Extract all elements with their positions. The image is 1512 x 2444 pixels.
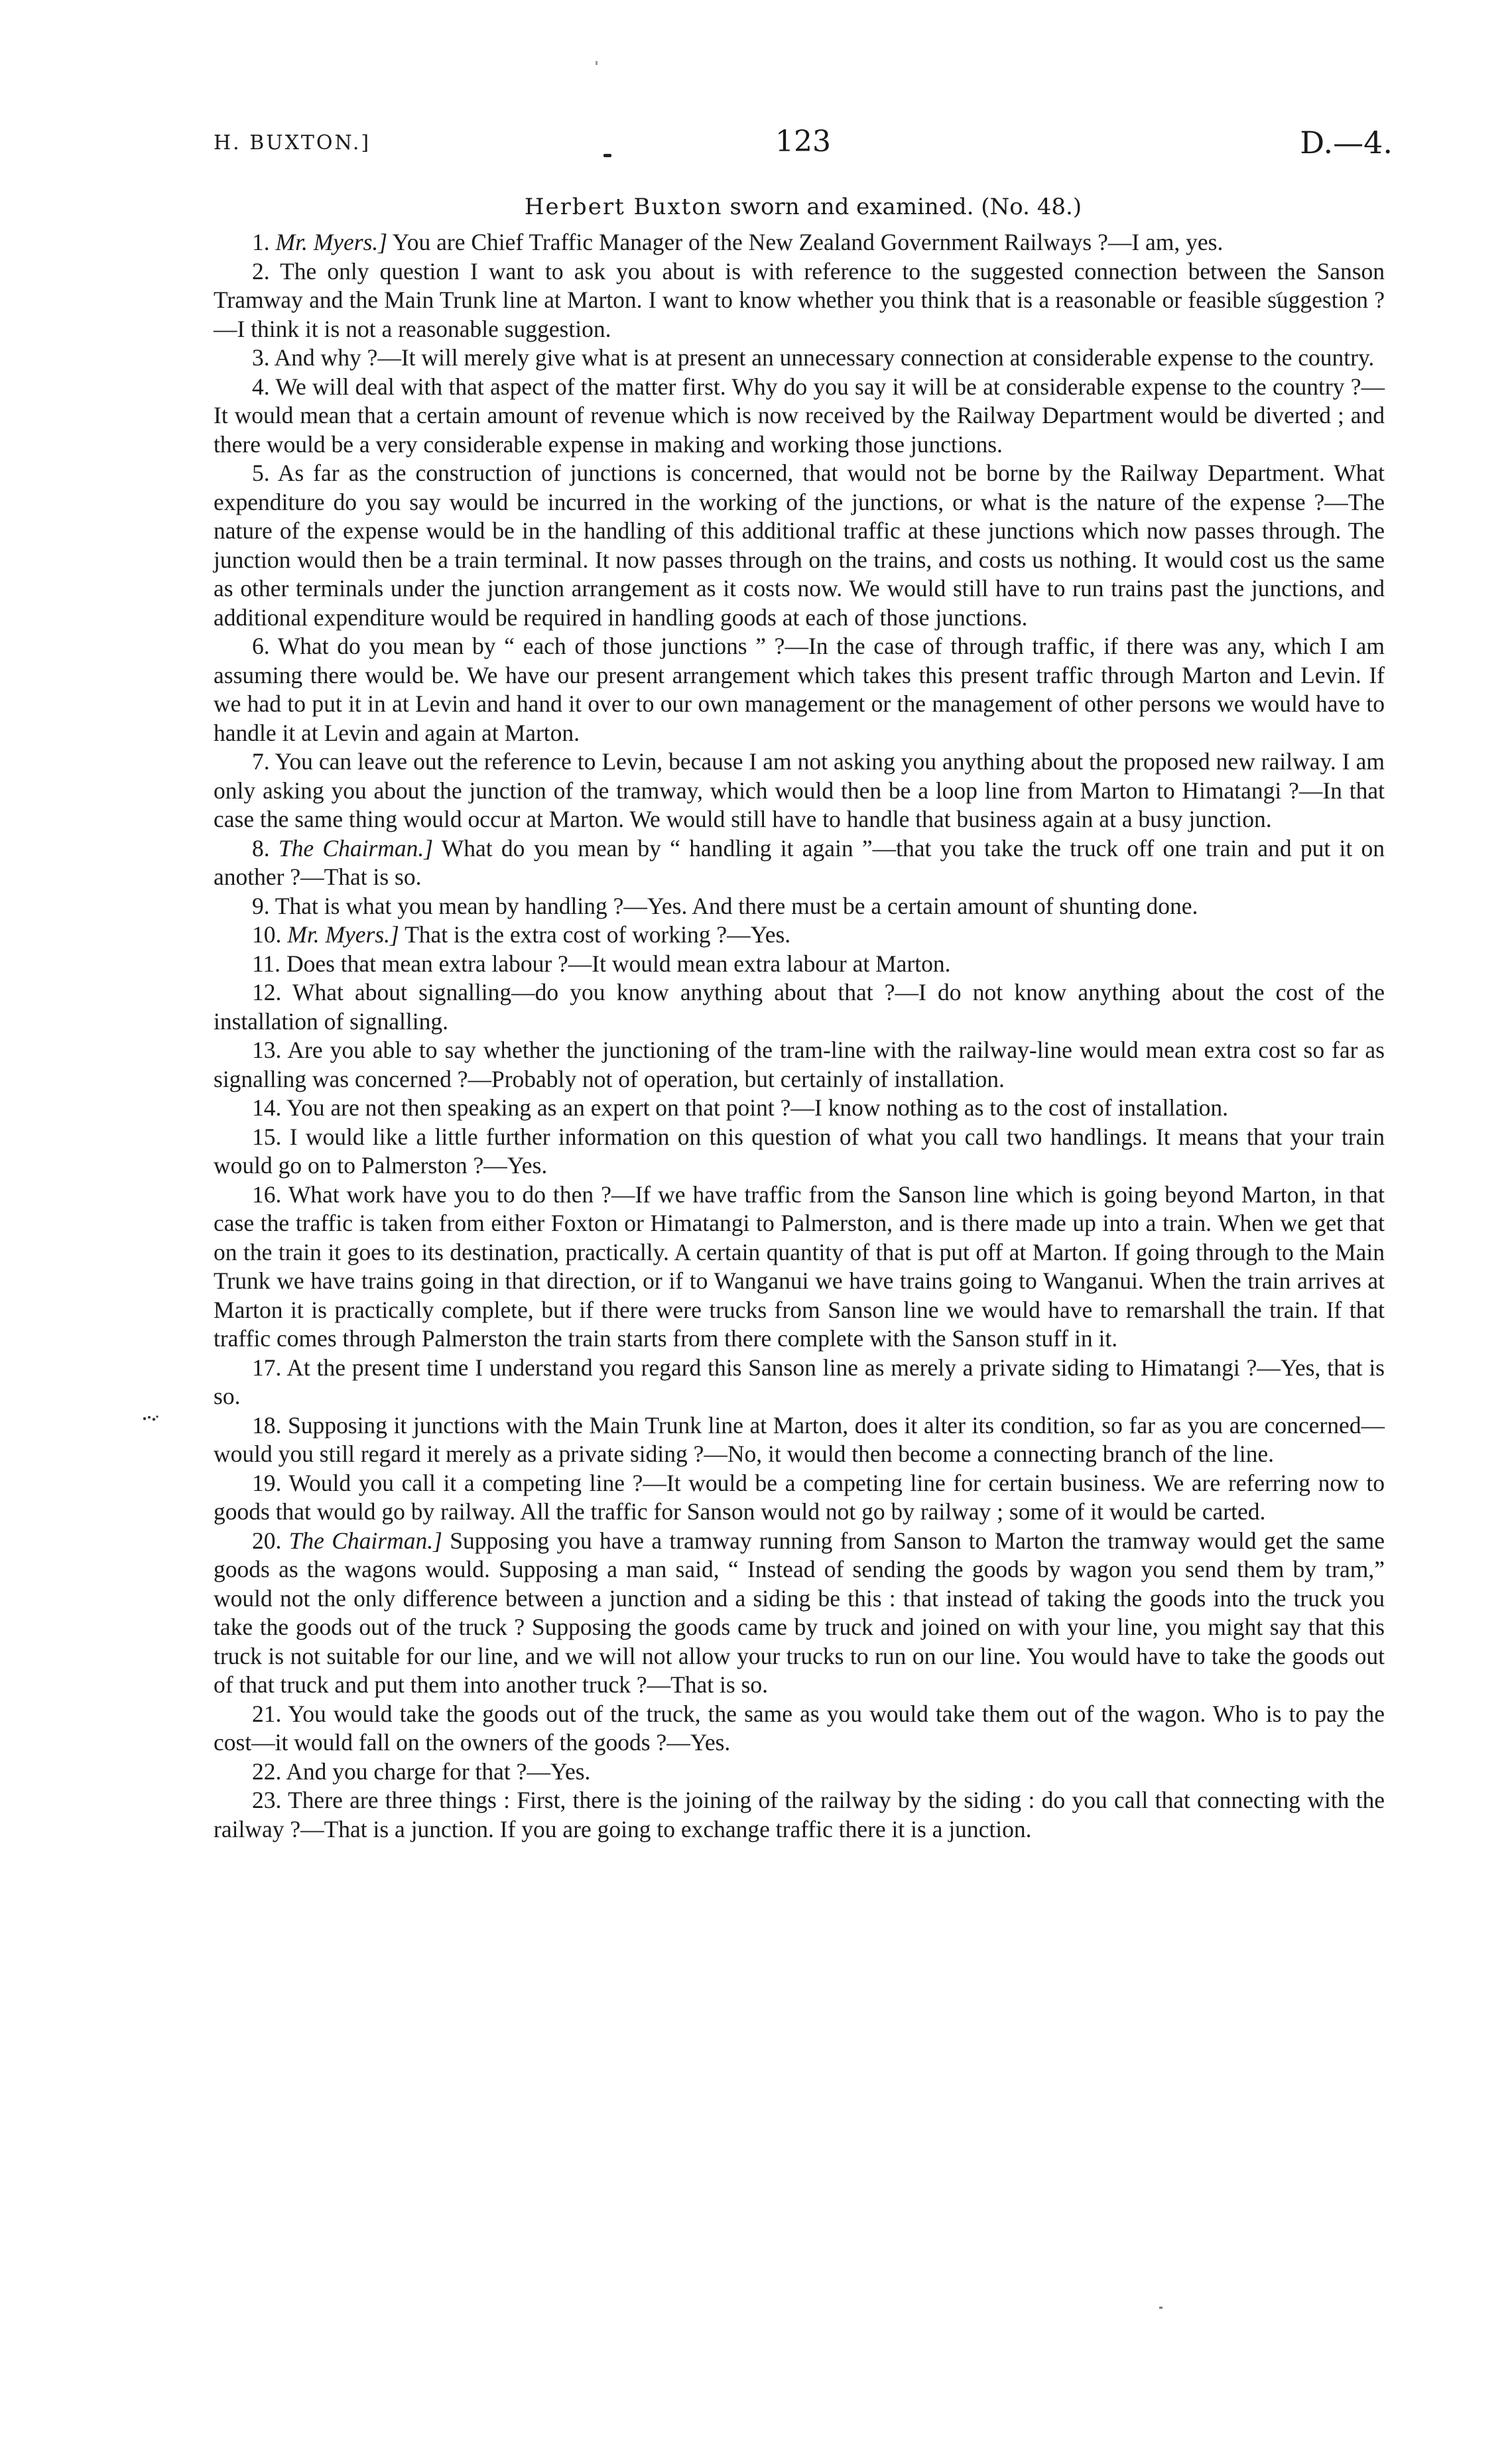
margin-smudge	[142, 1414, 159, 1422]
question-number: 11.	[252, 950, 281, 977]
question-paragraph	[214, 373, 1385, 460]
question-text: Supposing you have a tramway running from Sanson to Marton the tramway would get the same goods as the wagons would. Supposing a man said, “ Instead of sending the goods by wagon you send them by tram,” would not the only difference between a junction and a siding be this : that instead of taking the goods into the truck you take the goods out of the truck ? Supposing the goods came by truck and joined on with your line, you might say that this truck is not suitable for our line, and we will not allow your trucks to run on our line. You would have to take the goods out of that truck and put them into another truck ?—That is so.	[214, 1527, 1385, 1698]
question-text: That is what you mean by handling ?—Yes. And there must be a certain amount of shunting done.	[275, 892, 1198, 919]
speaker-label: Mr. Myers.]	[287, 921, 399, 948]
question-paragraph	[214, 1094, 1385, 1123]
question-text: At the present time I understand you regard this Sanson line as merely a private siding to Himatangi ?—Yes, that is so.	[214, 1354, 1385, 1409]
question-paragraph	[214, 1354, 1385, 1411]
question-text: Supposing it junctions with the Main Trunk line at Marton, does it alter its condition, so far as you are concerned—would you still regard it merely as a private siding ?—No, it would then become a connecting branch of the line.	[214, 1411, 1385, 1467]
question-number: 3.	[252, 344, 270, 371]
question-number: 23.	[252, 1787, 282, 1813]
question-text: We will deal with that aspect of the matter first. Why do you say it will be at considerable expense to the country ?—It would mean that a certain amount of revenue which is now received by the Railway Department would be diverted ; and there would be a very considerable expense in making and working those junctions.	[214, 373, 1385, 458]
question-number: 19.	[252, 1469, 282, 1496]
question-number: 10.	[252, 921, 282, 948]
document-reference: D.—4.	[1300, 125, 1393, 161]
question-number: 6.	[252, 633, 270, 659]
question-paragraph	[214, 1036, 1385, 1094]
question-number: 4.	[252, 373, 270, 400]
question-paragraph	[214, 632, 1385, 747]
page-number: 123	[775, 125, 831, 159]
question-number: 18.	[252, 1411, 282, 1439]
question-text: That is the extra cost of working ?—Yes.	[405, 921, 791, 948]
ink-speck-lower	[1159, 2307, 1163, 2309]
question-paragraph	[214, 978, 1385, 1036]
testimony-body	[214, 228, 1385, 1844]
question-paragraph	[214, 1411, 1385, 1469]
question-number: 9.	[252, 892, 270, 919]
question-number: 20.	[252, 1527, 282, 1554]
question-text: Would you call it a competing line ?—It would be a competing line for certain business. We are referring now to goods that would go by railway. All the traffic for Sanson would not go by railway ; some of it would be carted.	[214, 1469, 1385, 1525]
question-number: 2.	[252, 257, 270, 285]
question-text: There are three things : First, there is the joining of the railway by the siding : do you call that connecting with the railway ?—That is a junction. If you are going to exchange traffic there it is a junction.	[214, 1787, 1385, 1842]
question-text: I would like a little further information on this question of what you call two handlings. It means that your train would go on to Palmerston ?—Yes.	[214, 1123, 1385, 1179]
heading-rest: sworn and examined. (No. 48.)	[722, 194, 1082, 220]
question-paragraph	[214, 459, 1385, 632]
ink-speck	[596, 61, 598, 65]
question-text: Are you able to say whether the junctioning of the tram-line with the railway-line would mean extra cost so far as signalling was concerned ?—Probably not of operation, but certainly of installation.	[214, 1037, 1385, 1092]
question-number: 14.	[252, 1094, 282, 1121]
question-number: 12.	[252, 979, 282, 1005]
question-paragraph	[214, 1469, 1385, 1527]
header-witness: H. BUXTON.]	[214, 131, 371, 155]
question-text: As far as the construction of junctions is concerned, that would not be borne by the Railway Department. What expenditure do you say would be incurred in the working of the junctions, or what is the nature of the expense ?—The nature of the expense would be in the handling of this additional traffic at these junctions which now passes through. The junction would then be a train terminal. It now passes through on the trains, and costs us nothing. It would cost us the same as other terminals under the junction arrangement as it costs now. We would still have to run trains past the junctions, and additional expenditure would be required in handling goods at each of those junctions.	[214, 460, 1385, 631]
question-paragraph	[214, 747, 1385, 834]
speaker-label: The Chairman.]	[288, 1527, 442, 1554]
question-text: What about signalling—do you know anything about that ?—I do not know anything about the cost of the installation of signalling.	[214, 979, 1385, 1035]
question-number: 7.	[252, 748, 270, 775]
speaker-label: Mr. Myers.]	[275, 229, 388, 255]
question-paragraph	[214, 1181, 1385, 1354]
question-text: The only question I want to ask you about is with reference to the suggested connection between the Sanson Tramway and the Main Trunk line at Marton. I want to know whether you think that is a reasonable or feasible suggestion ?—I think it is not a reasonable suggestion.	[214, 257, 1385, 342]
question-paragraph	[214, 950, 1385, 979]
question-paragraph	[214, 228, 1385, 257]
question-number: 13.	[252, 1037, 282, 1063]
question-number: 1.	[252, 229, 270, 255]
question-number: 17.	[252, 1354, 282, 1381]
question-number: 15.	[252, 1123, 282, 1150]
question-number: 22.	[252, 1758, 282, 1785]
question-paragraph	[214, 1758, 1385, 1787]
running-header	[214, 127, 1393, 170]
question-text: You are not then speaking as an expert on that point ?—I know nothing as to the cost of installation.	[286, 1094, 1229, 1121]
question-paragraph	[214, 257, 1385, 344]
question-text: What do you mean by “ each of those junctions ” ?—In the case of through traffic, if there was any, which I am assuming there would be. We have our present arrangement which takes this present traffic through Marton and Levin. If we had to put it in at Levin and hand it over to our own management or the management of other persons we would have to handle it at Levin and again at Marton.	[214, 633, 1385, 746]
examination-heading	[214, 194, 1393, 220]
question-paragraph	[214, 834, 1385, 892]
question-text: You would take the goods out of the truck, the same as you would take them out of the wagon. Who is to pay the cost—it would fall on the owners of the goods ?—Yes.	[214, 1700, 1385, 1756]
question-paragraph	[214, 1527, 1385, 1700]
question-paragraph	[214, 1123, 1385, 1181]
question-text: You are Chief Traffic Manager of the New Zealand Government Railways ?—I am, yes.	[392, 229, 1224, 255]
speaker-label: The Chairman.]	[278, 834, 434, 862]
question-paragraph	[214, 1700, 1385, 1758]
witness-name: Herbert Buxton	[524, 194, 723, 220]
question-text: Does that mean extra labour ?—It would mean extra labour at Marton.	[286, 950, 951, 977]
question-paragraph	[214, 921, 1385, 950]
question-number: 8.	[252, 834, 270, 862]
question-text: What work have you to do then ?—If we have traffic from the Sanson line which is going beyond Marton, in that case the traffic is taken from either Foxton or Himatangi to Palmerston, and is there made up into a train. When we get that on the train it goes to its destination, practically. A certain quantity of that is put off at Marton. If going through to the Main Trunk we have trains going in that direction, or if to Wanganui we have trains going to Wanganui. When the train arrives at Marton it is practically complete, but if there were trucks from Sanson line we would have to remarshall the train. If that traffic comes through Palmerston the train starts from there complete with the Sanson stuff in it.	[214, 1181, 1385, 1352]
question-text: And you charge for that ?—Yes.	[286, 1758, 591, 1785]
question-text: What do you mean by “ handling it again ”—that you take the truck off one train and put it on another ?—That is so.	[214, 834, 1385, 890]
question-paragraph	[214, 1786, 1385, 1844]
question-number: 5.	[252, 460, 270, 486]
question-text: You can leave out the reference to Levin, because I am not asking you anything about the proposed new railway. I am only asking you about the junction of the tramway, which would then be a loop line from Marton to Himatangi ?—In that case the same thing would occur at Marton. We would still have to handle that business again at a busy junction.	[214, 748, 1385, 832]
question-number: 16.	[252, 1181, 282, 1208]
question-paragraph	[214, 344, 1385, 373]
question-number: 21.	[252, 1700, 282, 1727]
question-paragraph	[214, 892, 1385, 921]
question-text: And why ?—It will merely give what is at present an unnecessary connection at considerable expense to the country.	[274, 344, 1375, 371]
